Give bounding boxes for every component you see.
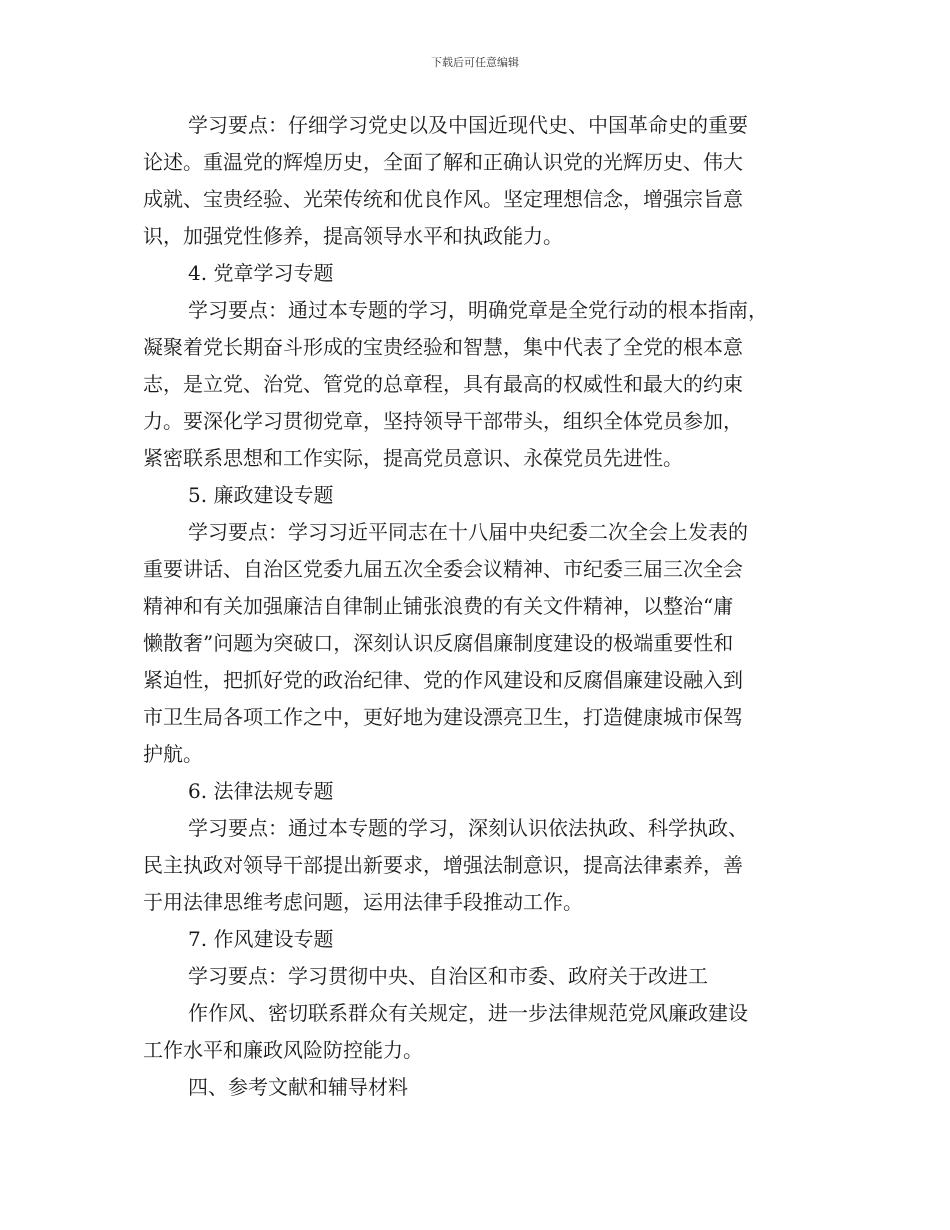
text-line: 志，是立党、治党、管党的总章程，具有最高的权威性和最大的约束 <box>143 372 743 396</box>
text-line: 紧密联系思想和工作实际，提高党员意识、永葆党员先进性。 <box>143 446 683 470</box>
text-line: 学习要点：学习习近平同志在十八届中央纪委二次全会上发表的 <box>188 520 748 544</box>
text-line: 紧迫性，把抓好党的政治纪律、党的作风建设和反腐倡廉建设融入到 <box>143 668 743 692</box>
text-line: 市卫生局各项工作之中，更好地为建设漂亮卫生，打造健康城市保驾 <box>143 705 743 729</box>
page-header: 下载后可任意编辑 <box>431 56 519 69</box>
text-line: 工作水平和廉政风险防控能力。 <box>143 1038 423 1062</box>
text-line: 学习要点：仔细学习党史以及中国近现代史、中国革命史的重要 <box>188 113 748 137</box>
text-line: 论述。重温党的辉煌历史，全面了解和正确认识党的光辉历史、伟大 <box>143 150 743 174</box>
text-line: 民主执政对领导干部提出新要求，增强法制意识，提高法律素养，善 <box>143 853 743 877</box>
document-body <box>143 107 803 1106</box>
section-heading: 7. 作风建设专题 <box>188 927 334 951</box>
text-line: 学习要点：通过本专题的学习，深刻认识依法执政、科学执政、 <box>188 816 748 840</box>
text-line: 懒散奢”问题为突破口，深刻认识反腐倡廉制度建设的极端重要性和 <box>143 631 734 655</box>
text-line: 精神和有关加强廉洁自律制止铺张浪费的有关文件精神，以整治“庸 <box>143 594 734 618</box>
text-line: 学习要点：通过本专题的学习，明确党章是全党行动的根本指南， <box>188 298 768 322</box>
text-line: 作作风、密切联系群众有关规定，进一步法律规范党风廉政建设 <box>188 1001 748 1025</box>
text-line: 凝聚着党长期奋斗形成的宝贵经验和智慧，集中代表了全党的根本意 <box>143 335 743 359</box>
section-heading: 6. 法律法规专题 <box>188 779 334 803</box>
text-line: 成就、宝贵经验、光荣传统和优良作风。坚定理想信念，增强宗旨意 <box>143 187 743 211</box>
text-line: 识，加强党性修养，提高领导水平和执政能力。 <box>143 224 563 248</box>
section-heading: 四、参考文献和辅导材料 <box>188 1075 408 1099</box>
text-line: 学习要点：学习贯彻中央、自治区和市委、政府关于改进工 <box>188 964 708 988</box>
text-line: 重要讲话、自治区党委九届五次全委会议精神、市纪委三届三次全会 <box>143 557 743 581</box>
text-line: 于用法律思维考虑问题，运用法律手段推动工作。 <box>143 890 583 914</box>
section-heading: 5. 廉政建设专题 <box>188 483 334 507</box>
section-heading: 4. 党章学习专题 <box>188 261 334 285</box>
text-line: 力。要深化学习贯彻党章，坚持领导干部带头，组织全体党员参加， <box>143 409 743 433</box>
text-line: 护航。 <box>143 742 203 766</box>
